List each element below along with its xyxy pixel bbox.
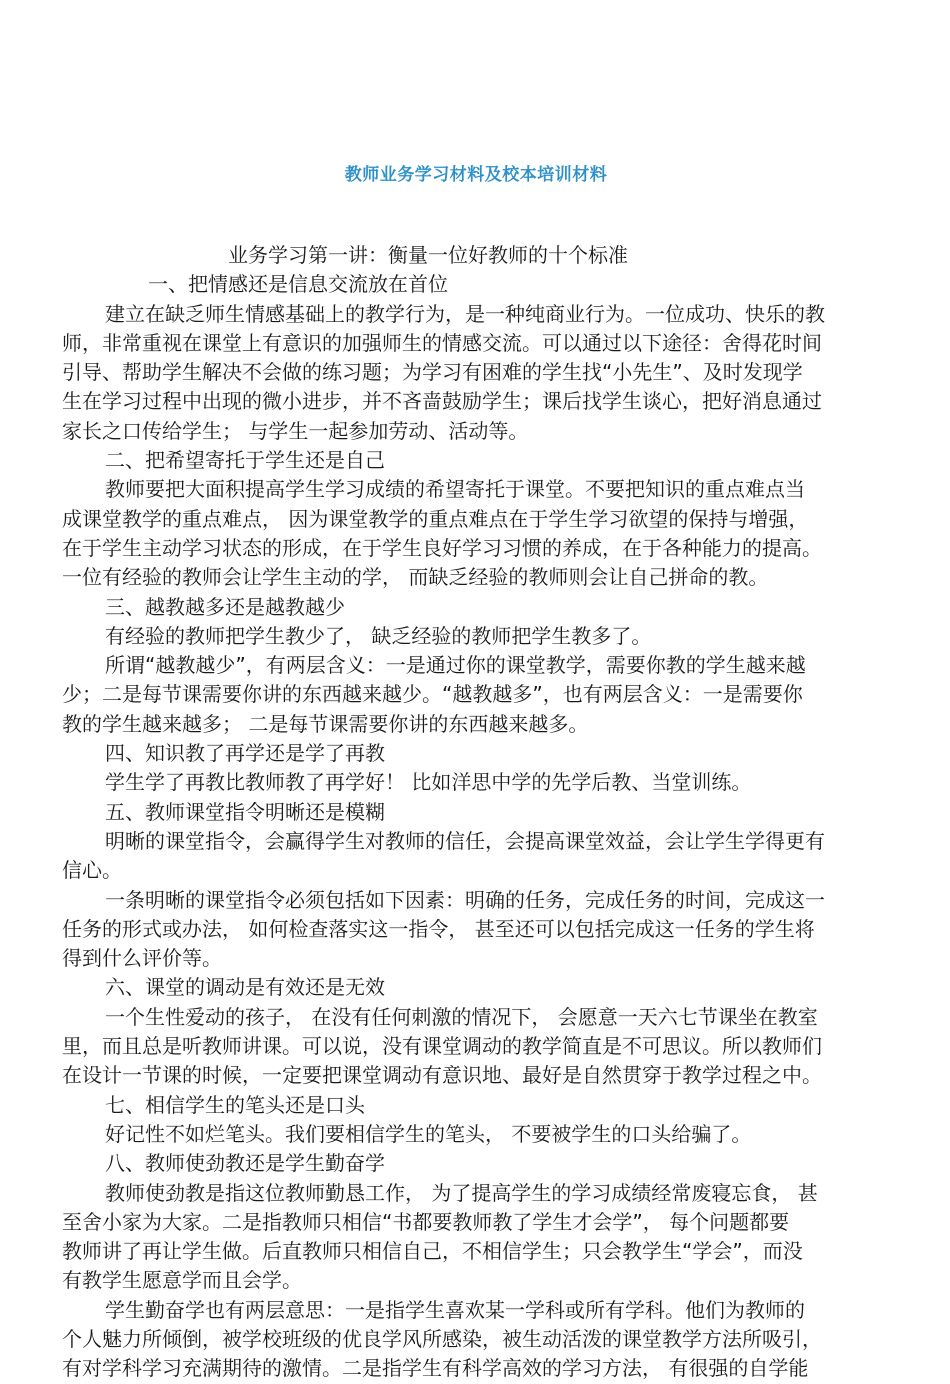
paragraph-line: 生在学习过程中出现的微小进步，并不吝啬鼓励学生；课后找学生谈心，把好消息通过 bbox=[62, 389, 822, 414]
paragraph-line: 建立在缺乏师生情感基础上的教学行为，是一种纯商业行为。一位成功、快乐的教 bbox=[105, 301, 825, 326]
paragraph-line: 教师要把大面积提高学生学习成绩的希望寄托于课堂。不要把知识的重点难点当 bbox=[105, 477, 805, 502]
section-heading: 一、把情感还是信息交流放在首位 bbox=[148, 272, 448, 297]
section-heading: 八、教师使劲教还是学生勤奋学 bbox=[105, 1151, 385, 1176]
section-heading: 四、知识教了再学还是学了再教 bbox=[105, 741, 385, 766]
paragraph-line: 成课堂教学的重点难点， 因为课堂教学的重点难点在于学生学习欲望的保持与增强， bbox=[62, 506, 809, 531]
paragraph-line: 明晰的课堂指令，会赢得学生对教师的信任，会提高课堂效益，会让学生学得更有 bbox=[105, 828, 825, 853]
lecture-title: 业务学习第一讲：衡量一位好教师的十个标准 bbox=[228, 243, 628, 267]
paragraph-line: 任务的形式或办法， 如何检查落实这一指令， 甚至还可以包括完成这一任务的学生将 bbox=[62, 916, 815, 941]
paragraph-line: 教的学生越来越多； 二是每节课需要你讲的东西越来越多。 bbox=[62, 711, 589, 736]
paragraph-line: 个人魅力所倾倒，被学校班级的优良学风所感染，被生动活泼的课堂教学方法所吸引， bbox=[62, 1326, 822, 1351]
paragraph-line: 里，而且总是听教师讲课。可以说，没有课堂调动的教学简直是不可思议。所以教师们 bbox=[62, 1034, 822, 1059]
paragraph-line: 所谓“越教越少”，有两层含义：一是通过你的课堂教学，需要你教的学生越来越 bbox=[105, 653, 806, 678]
document-title: 教师业务学习材料及校本培训材料 bbox=[344, 165, 608, 185]
section-heading: 三、越教越多还是越教越少 bbox=[105, 594, 345, 619]
paragraph-line: 一个生性爱动的孩子， 在没有任何刺激的情况下， 会愿意一天六七节课坐在教室 bbox=[105, 1004, 818, 1029]
paragraph-line: 教师使劲教是指这位教师勤恳工作， 为了提高学生的学习成绩经常废寝忘食， 甚 bbox=[105, 1180, 818, 1205]
paragraph-line: 学生勤奋学也有两层意思：一是指学生喜欢某一学科或所有学科。他们为教师的 bbox=[105, 1297, 805, 1322]
paragraph-line: 一位有经验的教师会让学生主动的学， 而缺乏经验的教师则会让自己拼命的教。 bbox=[62, 565, 769, 590]
paragraph-line: 一条明晰的课堂指令必须包括如下因素：明确的任务，完成任务的时间，完成这一 bbox=[105, 887, 825, 912]
section-heading: 六、课堂的调动是有效还是无效 bbox=[105, 975, 385, 1000]
paragraph-line: 好记性不如烂笔头。我们要相信学生的笔头， 不要被学生的口头给骗了。 bbox=[105, 1121, 752, 1146]
paragraph-line: 在设计一节课的时候，一定要把课堂调动有意识地、最好是自然贯穿于教学过程之中。 bbox=[62, 1063, 822, 1088]
paragraph-line: 有经验的教师把学生教少了， 缺乏经验的教师把学生教多了。 bbox=[105, 623, 652, 648]
paragraph-line: 教师讲了再让学生做。后直教师只相信自己，不相信学生；只会教学生“学会”，而没 bbox=[62, 1239, 803, 1264]
paragraph-line: 至舍小家为大家。二是指教师只相信“书都要教师教了学生才会学”， 每个问题都要 bbox=[62, 1209, 790, 1234]
paragraph-line: 家长之口传给学生； 与学生一起参加劳动、活动等。 bbox=[62, 418, 529, 443]
document-body bbox=[62, 241, 890, 1384]
paragraph-line: 有对学科学习充满期待的激情。二是指学生有科学高效的学习方法， 有很强的自学能 bbox=[62, 1356, 809, 1381]
paragraph-line: 师，非常重视在课堂上有意识的加强师生的情感交流。可以通过以下途径：舍得花时间 bbox=[62, 330, 822, 355]
section-heading: 七、相信学生的笔头还是口头 bbox=[105, 1092, 365, 1117]
section-heading: 二、把希望寄托于学生还是自己 bbox=[105, 448, 385, 473]
paragraph-line: 得到什么评价等。 bbox=[62, 946, 222, 971]
section-heading: 五、教师课堂指令明晰还是模糊 bbox=[105, 799, 385, 824]
paragraph-line: 有教学生愿意学而且会学。 bbox=[62, 1268, 302, 1293]
paragraph-line: 少；二是每节课需要你讲的东西越来越少。“越教越多”，也有两层含义：一是需要你 bbox=[62, 682, 803, 707]
paragraph-line: 学生学了再教比教师教了再学好！ 比如洋思中学的先学后教、当堂训练。 bbox=[105, 770, 752, 795]
paragraph-line: 信心。 bbox=[62, 858, 122, 883]
paragraph-line: 在于学生主动学习状态的形成，在于学生良好学习习惯的养成，在于各种能力的提高。 bbox=[62, 535, 822, 560]
paragraph-line: 引导、帮助学生解决不会做的练习题；为学习有困难的学生找“小先生”、及时发现学 bbox=[62, 360, 803, 385]
